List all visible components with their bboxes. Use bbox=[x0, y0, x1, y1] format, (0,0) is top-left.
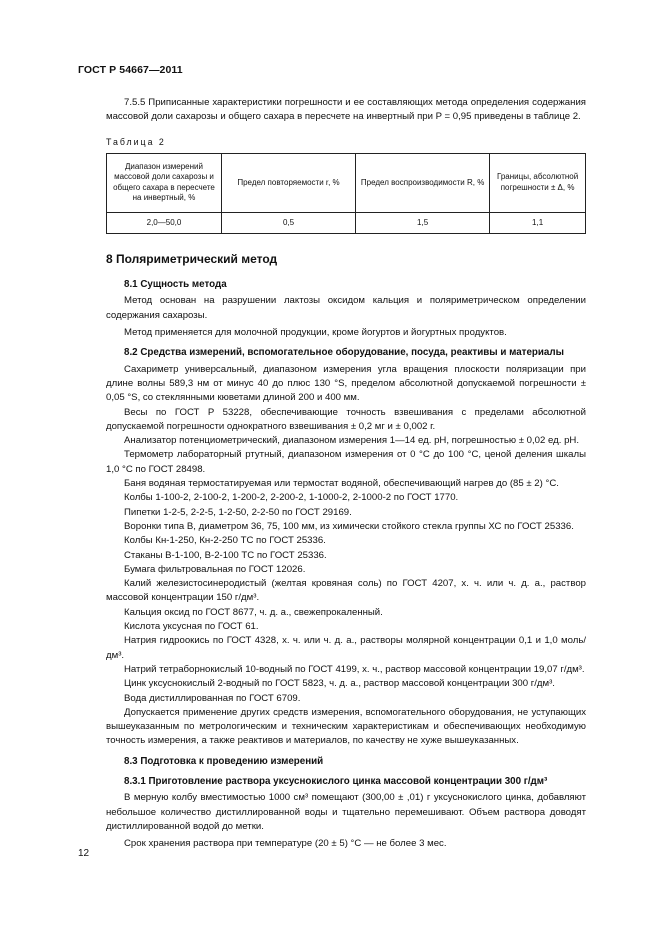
table-cell: 2,0—50,0 bbox=[107, 212, 222, 233]
list-item: Цинк уксуснокислый 2-водный по ГОСТ 5823, ч. д. а., раствор массовой концентрации 300 г/дм³. bbox=[124, 678, 555, 690]
accuracy-table bbox=[106, 153, 586, 234]
list-item: Термометр лабораторный ртутный, диапазоном измерения от 0 °С до 100 °С, ценой деления шкалы 1,0 °С по ГОСТ 28498. bbox=[106, 449, 586, 475]
table-header-cell: Границы, абсолютной погрешности ± Δ, % bbox=[490, 153, 586, 212]
subsection-title: 8.3 Подготовка к проведению измерений bbox=[124, 755, 324, 767]
list-item: Калий железистосинеродистый (желтая кровяная соль) по ГОСТ 4207, х. ч. или ч. д. а., раствор массовой концентрации 150 г/дм³. bbox=[106, 578, 586, 604]
list-item: Анализатор потенциометрический, диапазоном измерения 1—14 ед. pH, погрешностью ± 0,02 ед. pH. bbox=[124, 435, 580, 447]
section-title: 8 Поляриметрический метод bbox=[106, 251, 278, 266]
subsubsection-title: 8.3.1 Приготовление раствора уксуснокислого цинка массовой концентрации 300 г/дм³ bbox=[124, 775, 548, 787]
table-header-row bbox=[107, 153, 586, 212]
equipment-list bbox=[106, 363, 586, 749]
subsection-title: 8.2 Средства измерений, вспомогательное оборудование, посуда, реактивы и материалы bbox=[124, 347, 564, 359]
list-item: Кислота уксусная по ГОСТ 61. bbox=[124, 621, 259, 633]
list-item: Натрий тетраборнокислый 10-водный по ГОСТ 4199, х. ч., раствор массовой концентрации 19,07 г/дм³. bbox=[124, 663, 585, 675]
list-item: Воронки типа В, диаметром 36, 75, 100 мм, из химически стойкого стекла группы ХС по ГОСТ 25336. bbox=[124, 520, 574, 532]
table-cell: 1,5 bbox=[356, 212, 490, 233]
paragraph: В мерную колбу вместимостью 1000 см³ помещают (300,00 ± ,01) г уксуснокислого цинка, добавляют небольшое количество дистиллированной воды и тщательно перемешивают. Объем раствора доводят дистиллированной водой до метки. bbox=[106, 792, 586, 832]
document-header: ГОСТ Р 54667—2011 bbox=[78, 64, 183, 76]
list-item: Кальция оксид по ГОСТ 8677, ч. д. а., свежепрокаленный. bbox=[124, 606, 383, 618]
list-item: Бумага фильтровальная по ГОСТ 12026. bbox=[124, 563, 306, 575]
paragraph: Срок хранения раствора при температуре (20 ± 5) °С — не более 3 мес. bbox=[124, 838, 447, 850]
table-header-cell: Предел повторяемости r, % bbox=[221, 153, 355, 212]
table-cell: 0,5 bbox=[221, 212, 355, 233]
list-item: Допускается применение других средств измерения, вспомогательного оборудования, не уступающих вышеуказанным по метрологическим и техническим характеристикам и обеспечивающих необходимую точность измерения, а также реактивов и материалов, по качеству не хуже вышеуказанных. bbox=[106, 706, 586, 747]
list-item: Натрия гидроокись по ГОСТ 4328, х. ч. или ч. д. а., растворы молярной концентрации 0,1 и 1,0 моль/дм³. bbox=[106, 635, 586, 661]
list-item: Баня водяная термостатируемая или термостат водяной, обеспечивающий нагрев до (85 ± 2) °С. bbox=[124, 478, 559, 490]
table-row bbox=[107, 212, 586, 233]
intro-paragraph: 7.5.5 Приписанные характеристики погрешности и ее составляющих метода определения содержания массовой доли сахарозы и общего сахара в пересчете на инвертный при P = 0,95 приведены в таблице 2. bbox=[106, 97, 586, 123]
table-caption: Таблица 2 bbox=[106, 136, 166, 147]
table-cell: 1,1 bbox=[490, 212, 586, 233]
list-item: Сахариметр универсальный, диапазоном измерения угла вращения плоскости поляризации при длине волны 589,3 нм от минус 40 до плюс 130 °S, пределом абсолютной допускаемой погрешности ± 0,05 °S, со стеклянными кюветами длиной 200 и 400 мм. bbox=[106, 363, 586, 404]
paragraph: Метод применяется для молочной продукции, кроме йогуртов и йогуртных продуктов. bbox=[124, 327, 507, 339]
list-item: Колбы Кн-1-250, Кн-2-250 ТС по ГОСТ 25336. bbox=[124, 535, 326, 547]
table-header-cell: Диапазон измерений массовой доли сахарозы и общего сахара в пересчете на инвертный, % bbox=[107, 153, 222, 212]
paragraph: Метод основан на разрушении лактозы оксидом кальция и поляриметрическом определении содержания сахарозы. bbox=[106, 295, 586, 321]
subsection-title: 8.1 Сущность метода bbox=[124, 279, 227, 291]
list-item: Вода дистиллированная по ГОСТ 6709. bbox=[124, 692, 301, 704]
page-number: 12 bbox=[78, 848, 90, 859]
list-item: Пипетки 1-2-5, 2-2-5, 1-2-50, 2-2-50 по ГОСТ 29169. bbox=[124, 506, 352, 518]
list-item: Колбы 1-100-2, 2-100-2, 1-200-2, 2-200-2, 1-1000-2, 2-1000-2 по ГОСТ 1770. bbox=[124, 492, 459, 504]
list-item: Стаканы В-1-100, В-2-100 ТС по ГОСТ 25336. bbox=[124, 549, 327, 561]
document-body bbox=[106, 96, 586, 851]
list-item: Весы по ГОСТ Р 53228, обеспечивающие точность взвешивания с пределами абсолютной допускаемой погрешности однократного взвешивания ± 0,2 мг и ± 0,002 г. bbox=[106, 406, 586, 432]
table-header-cell: Предел воспроизводимости R, % bbox=[356, 153, 490, 212]
